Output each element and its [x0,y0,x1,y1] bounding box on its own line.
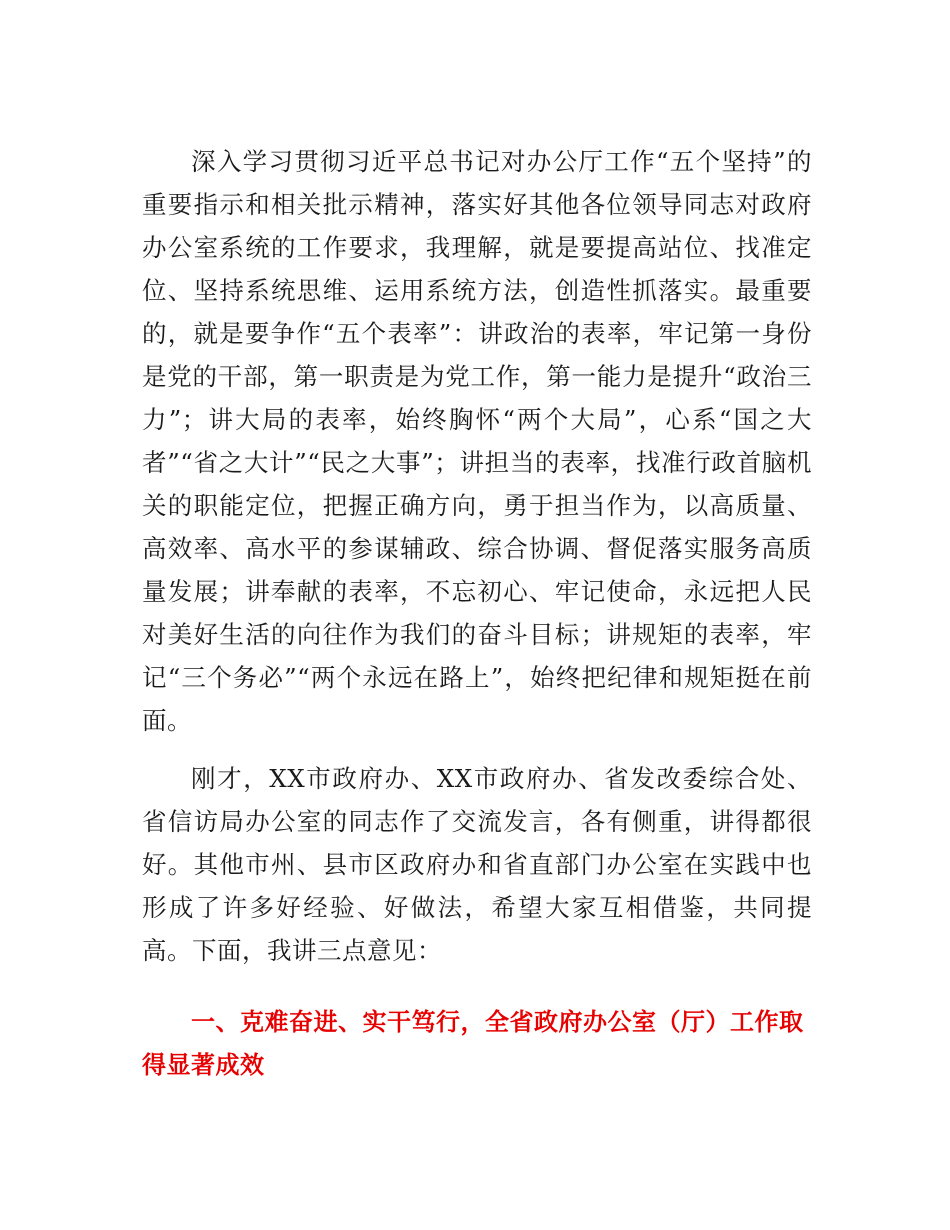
section-heading: 一、克难奋进、实干笃行，全省政府办公室（厅）工作取得显著成效 [142,1008,804,1079]
body-paragraph-1: 深入学习贯彻习近平总书记对办公厅工作“五个坚持”的重要指示和相关批示精神，落实好其他各位领导同志对政府办公室系统的工作要求，我理解，就是要提高站位、找准定位、坚持系统思维、运用系统方法，创造性抓落实。最重要的，就是要争作“五个表率”：讲政治的表率，牢记第一身份是党的干部，第一职责是为党工作，第一能力是提升“政治三力”；讲大局的表率，始终胸怀“两个大局”，心系“国之大者”“省之大计”“民之大事”；讲担当的表率，找准行政首脑机关的职能定位，把握正确方向，勇于担当作为，以高质量、高效率、高水平的参谋辅政、综合协调、督促落实服务高质量发展；讲奉献的表率，不忘初心、牢记使命，永远把人民对美好生活的向往作为我们的奋斗目标；讲规矩的表率，牢记“三个务必”“两个永远在路上”，始终把纪律和规矩挺在前面。 [142,147,812,735]
body-paragraph-2: 刚才，XX市政府办、XX市政府办、省发改委综合处、省信访局办公室的同志作了交流发言，各有侧重，讲得都很好。其他市州、县市区政府办和省直部门办公室在实践中也形成了许多好经验、好做法，希望大家互相借鉴，共同提高。下面，我讲三点意见： [142,764,812,965]
document-body [142,140,812,1087]
